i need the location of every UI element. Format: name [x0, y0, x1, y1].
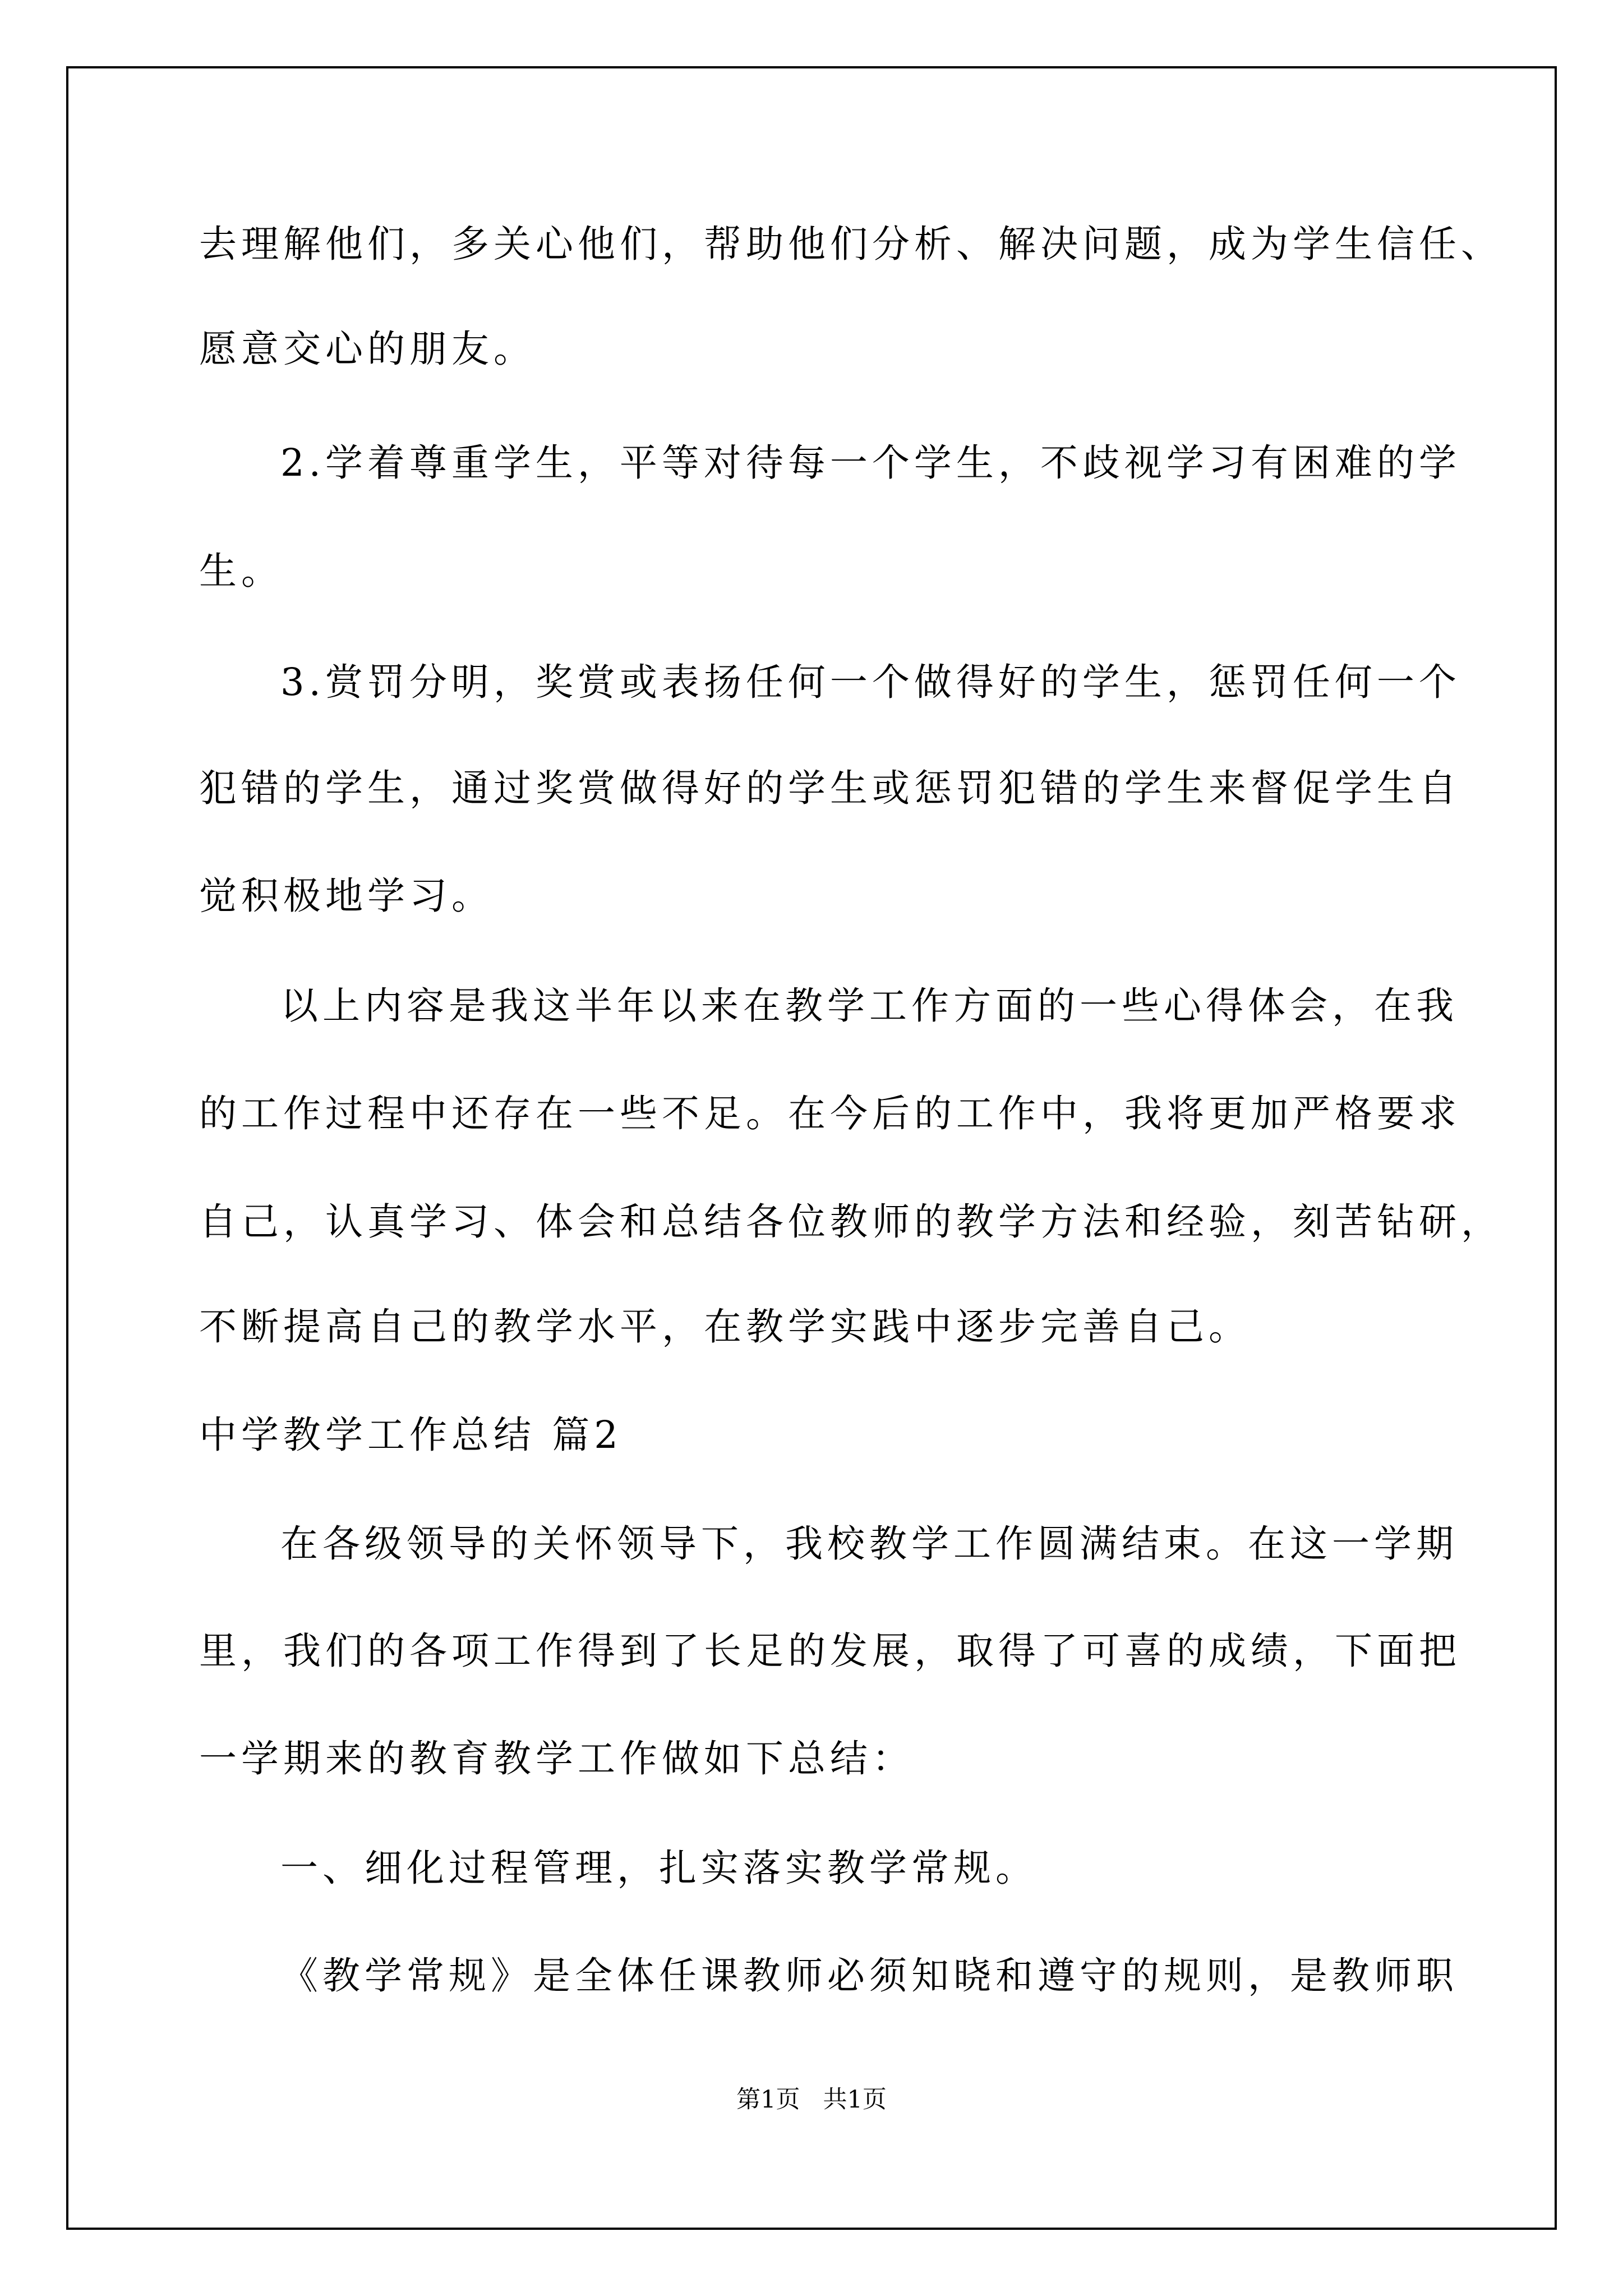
page-border: [66, 66, 1557, 2230]
body-text-line: 里，我们的各项工作得到了长足的发展，取得了可喜的成绩，下面把: [199, 1629, 1461, 1673]
body-text-line: 不断提高自己的教学水平，在教学实践中逐步完善自己。: [199, 1305, 1251, 1349]
body-text-line: 以上内容是我这半年以来在教学工作方面的一些心得体会，在我: [280, 984, 1458, 1028]
body-text-line: 《教学常规》是全体任课教师必须知晓和遵守的规则，是教师职: [280, 1954, 1458, 1998]
page-number-footer: 第1页 共1页: [736, 2086, 887, 2114]
body-text-line: 一、细化过程管理，扎实落实教学常规。: [280, 1846, 1038, 1890]
body-text-line: 愿意交心的朋友。: [199, 327, 536, 371]
body-text-line: 犯错的学生，通过奖赏做得好的学生或惩罚犯错的学生来督促学生自: [199, 766, 1461, 810]
body-text-line: 3.赏罚分明，奖赏或表扬任何一个做得好的学生，惩罚任何一个: [280, 660, 1461, 704]
body-text-line: 在各级领导的关怀领导下，我校教学工作圆满结束。在这一学期: [280, 1522, 1458, 1566]
section-heading: 中学教学工作总结 篇2: [199, 1413, 623, 1457]
body-text-line: 一学期来的教育教学工作做如下总结：: [199, 1737, 914, 1780]
body-text-line: 2.学着尊重学生，平等对待每一个学生，不歧视学习有困难的学: [280, 441, 1461, 485]
body-text-line: 自己，认真学习、体会和总结各位教师的教学方法和经验，刻苦钻研，: [199, 1200, 1503, 1244]
body-text-line: 生。: [199, 549, 283, 593]
body-text-line: 觉积极地学习。: [199, 874, 494, 918]
body-text-line: 去理解他们，多关心他们，帮助他们分析、解决问题，成为学生信任、: [199, 222, 1503, 266]
body-text-line: 的工作过程中还存在一些不足。在今后的工作中，我将更加严格要求: [199, 1092, 1461, 1135]
